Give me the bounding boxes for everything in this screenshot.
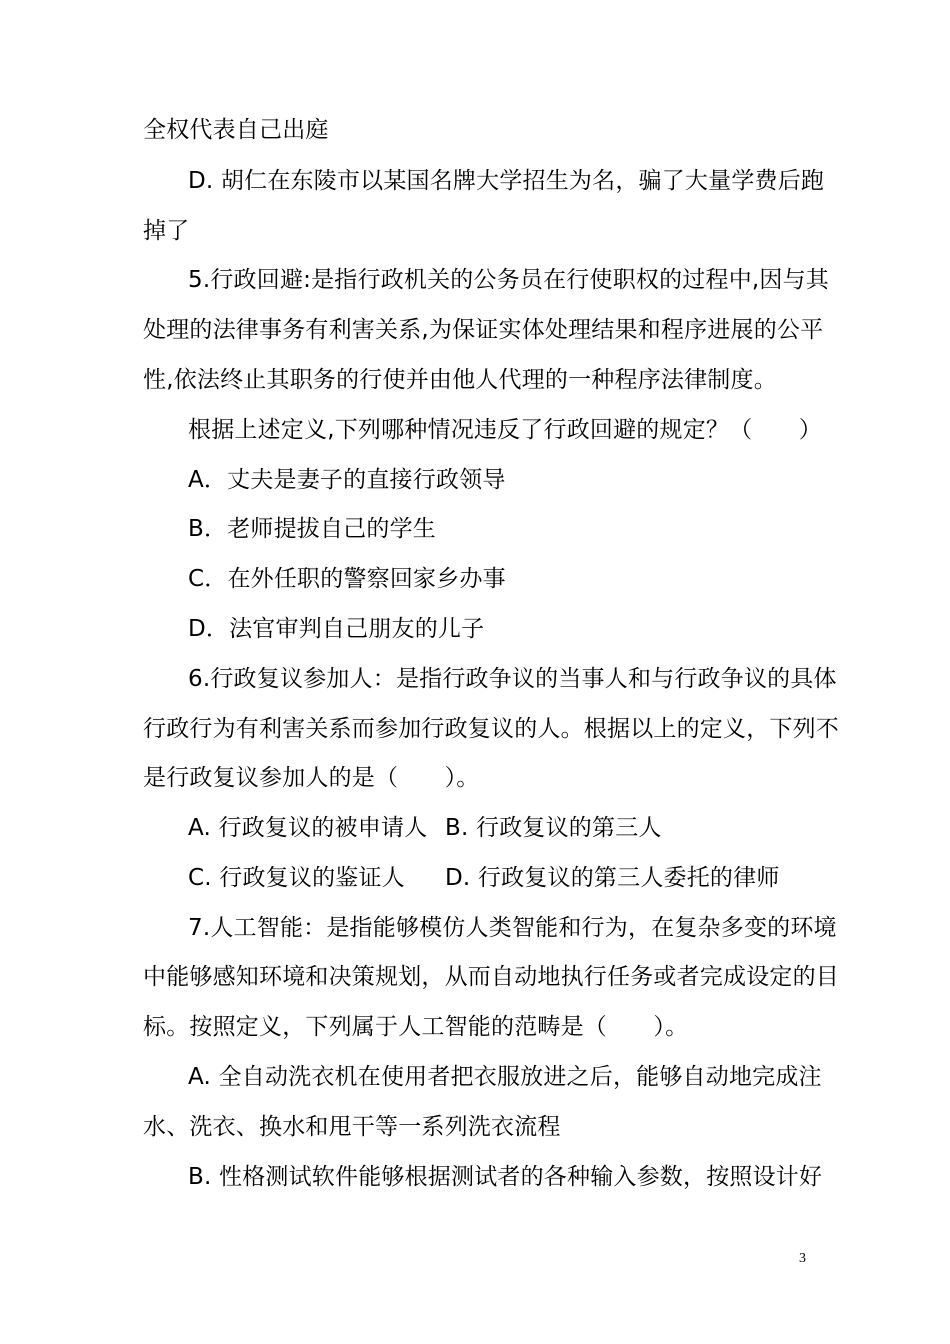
option-b: B. 行政复议的第三人 [445, 815, 662, 841]
page-number: 3 [799, 1251, 806, 1266]
option-c: C. 行政复议的鉴证人 [188, 865, 405, 891]
question-5-definition: 5.行政回避:是指行政机关的公务员在行使职权的过程中,因与其 [188, 267, 830, 293]
question-7-definition: 7.人工智能：是指能够模仿人类智能和行为，在复杂多变的环境 [188, 915, 837, 941]
option-d-line: D. 胡仁在东陵市以某国名牌大学招生为名，骗了大量学费后跑 [188, 168, 825, 194]
text-line: 掉了 [143, 218, 190, 244]
text-line: 全权代表自己出庭 [143, 117, 329, 143]
text-line: 是行政复议参加人的是（ ）。 [143, 765, 480, 791]
text-line: 水、洗衣、换水和甩干等一系列洗衣流程 [143, 1114, 561, 1140]
text-line: 中能够感知环境和决策规划，从而自动地执行任务或者完成设定的目 [143, 964, 839, 990]
options-row-cd [188, 863, 405, 893]
option-b: B. 性格测试软件能够根据测试者的各种输入参数，按照设计好 [188, 1164, 823, 1190]
text-line: 标。按照定义，下列属于人工智能的范畴是（ ）。 [143, 1014, 689, 1040]
option-b: B．老师提拔自己的学生 [188, 516, 436, 542]
question-6-definition: 6.行政复议参加人：是指行政争议的当事人和与行政争议的具体 [188, 666, 837, 692]
text-line: 性,依法终止其职务的行使并由他人代理的一种程序法律制度。 [143, 367, 777, 393]
option-c: C．在外任职的警察回家乡办事 [188, 566, 506, 592]
option-d: D．法官审判自己朋友的儿子 [188, 616, 485, 642]
text-line: 处理的法律事务有利害关系,为保证实体处理结果和程序进展的公平 [143, 317, 824, 343]
question-5-prompt: 根据上述定义,下列哪种情况违反了行政回避的规定？（ ） [188, 417, 822, 443]
text-line: 行政行为有利害关系而参加行政复议的人。根据以上的定义，下列不 [143, 716, 839, 742]
option-a: A．丈夫是妻子的直接行政领导 [188, 467, 506, 493]
option-d: D. 行政复议的第三人委托的律师 [445, 865, 780, 891]
options-row-ab [188, 813, 427, 843]
option-a: A. 行政复议的被申请人 [188, 815, 428, 841]
option-a: A. 全自动洗衣机在使用者把衣服放进之后，能够自动地完成注 [188, 1064, 822, 1090]
